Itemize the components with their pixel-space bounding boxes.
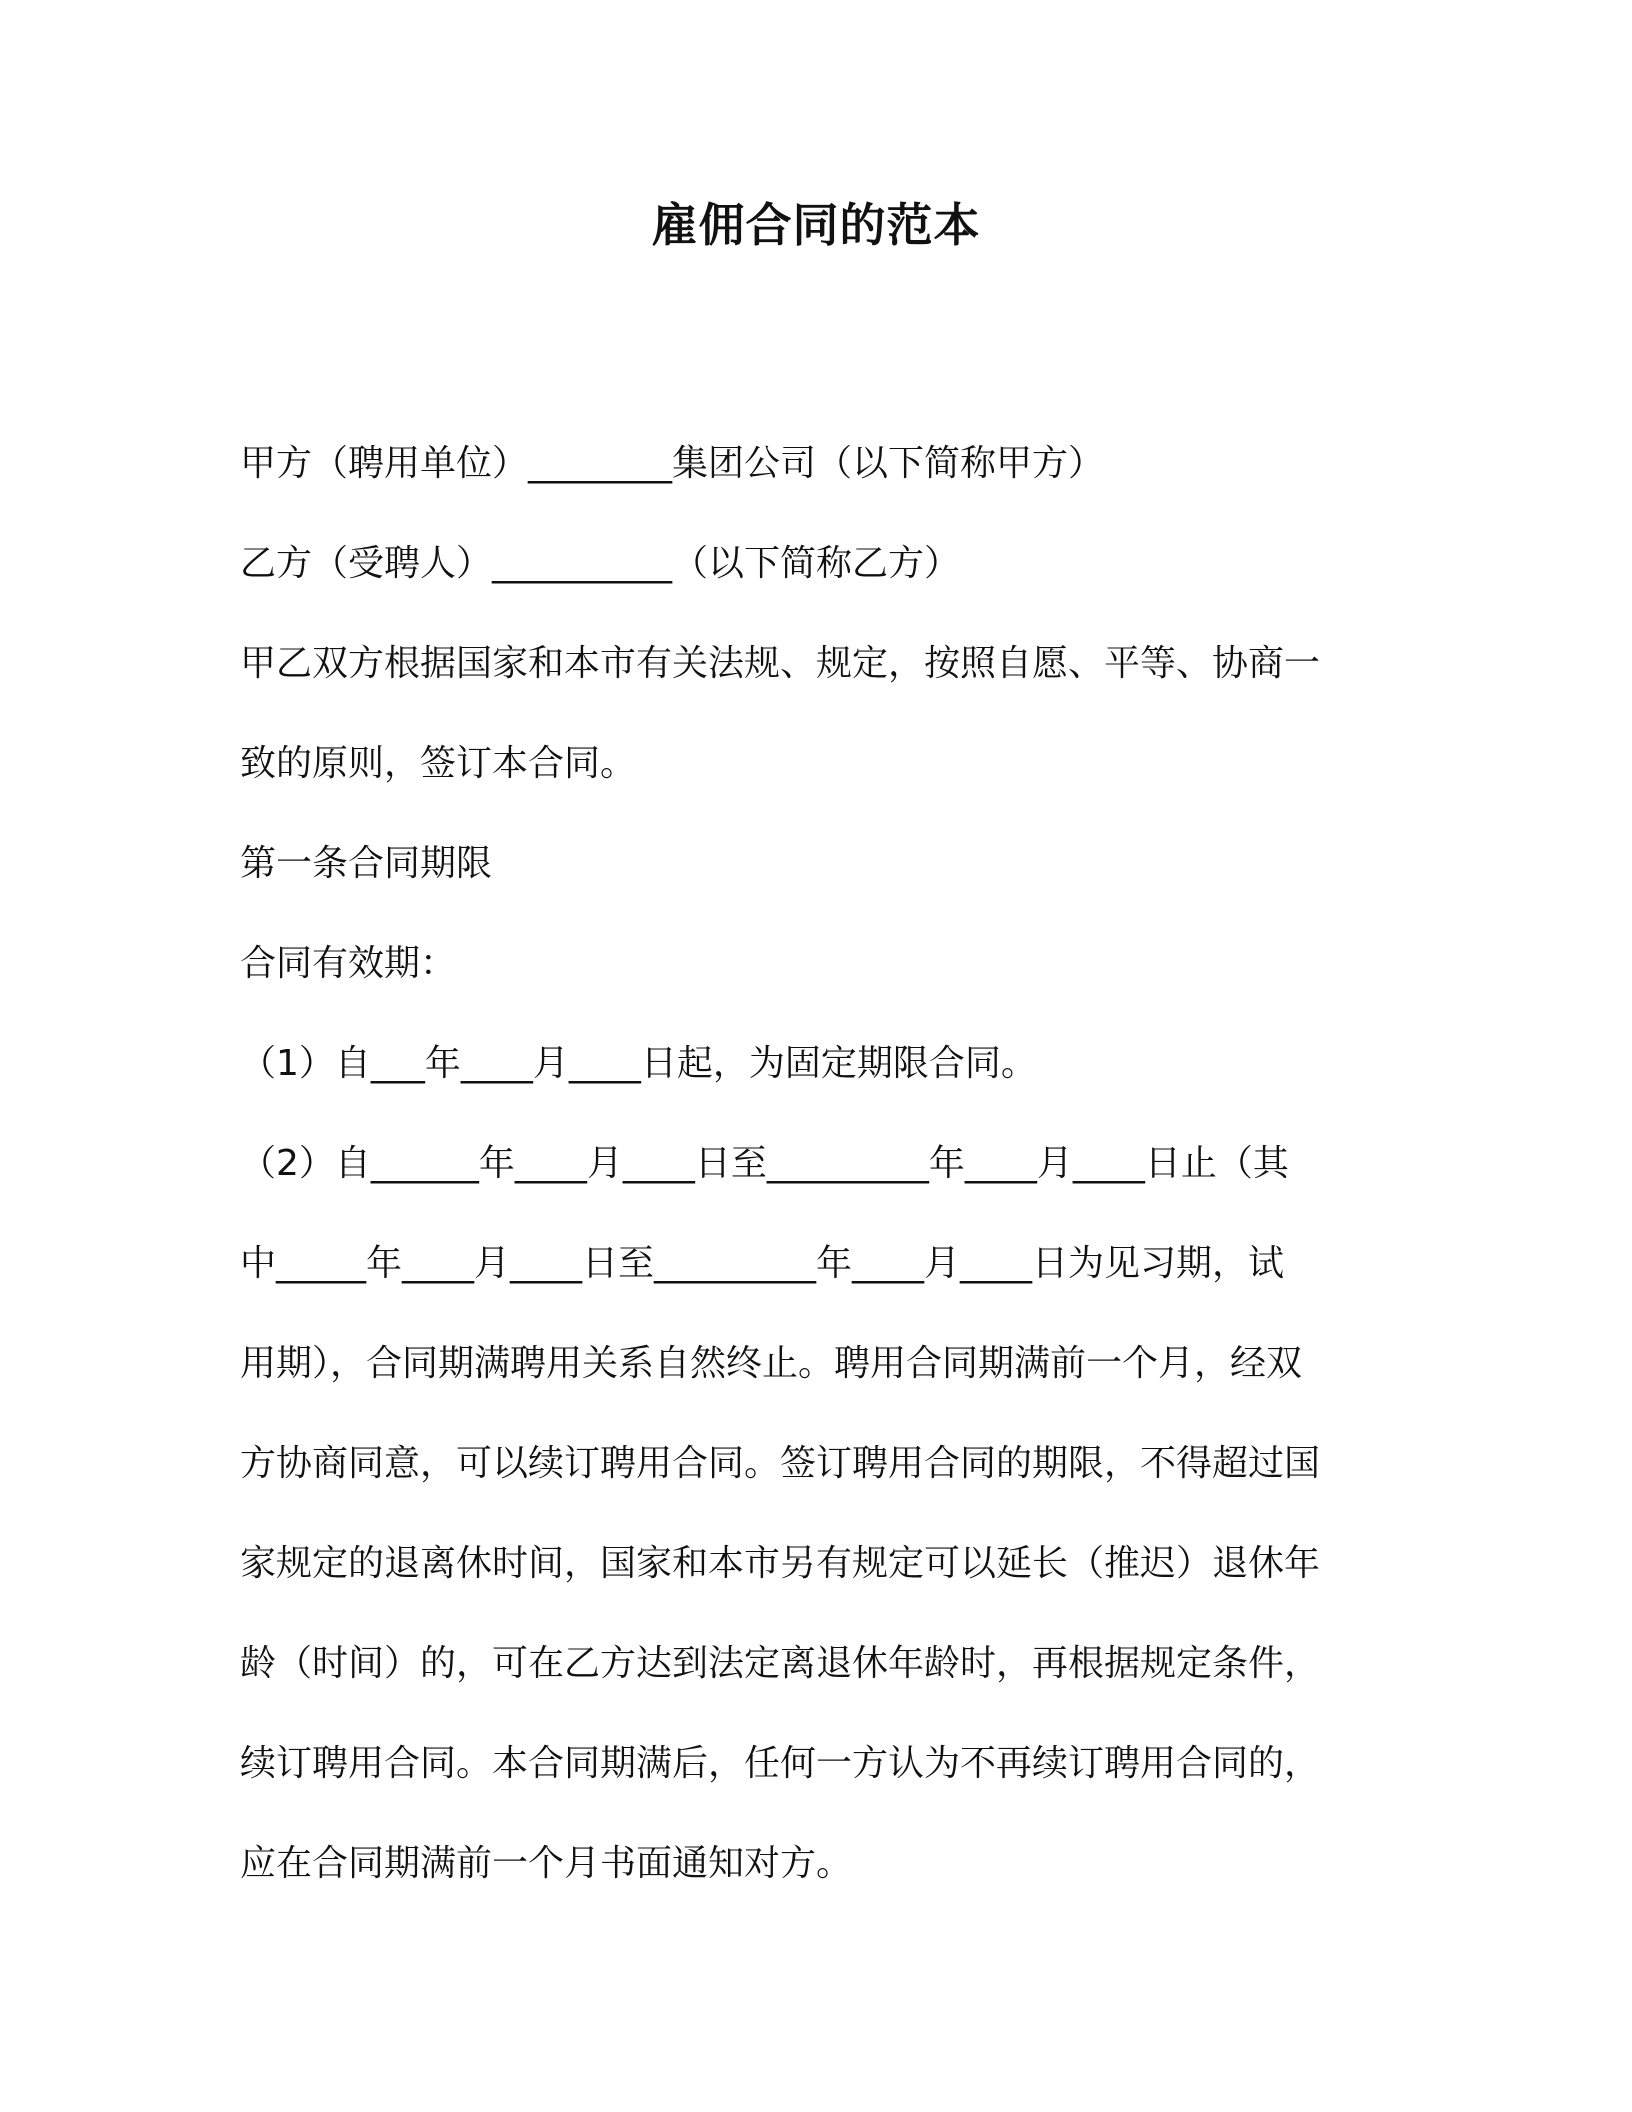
clause-1-line: （1）自___年____月____日起，为固定期限合同。 [240,1043,1037,1084]
clause-2-line-8: 应在合同期满前一个月书面通知对方。 [240,1843,853,1884]
clause-2-line-3: 用期），合同期满聘用关系自然终止。聘用合同期满前一个月，经双 [240,1343,1303,1384]
clause-2-line-7: 续订聘用合同。本合同期满后，任何一方认为不再续订聘用合同的， [240,1743,1321,1784]
article-1-heading: 第一条合同期限 [240,843,493,884]
validity-label: 合同有效期： [240,943,457,984]
party-b-line: 乙方（受聘人）__________（以下简称乙方） [240,543,961,584]
clause-2-line-6: 龄（时间）的，可在乙方达到法定离退休年龄时，再根据规定条件， [240,1643,1321,1684]
clause-2-line-1: （2）自______年____月____日至_________年____月____日止（其 [240,1143,1289,1184]
clause-2-line-5: 家规定的退离休时间，国家和本市另有规定可以延长（推迟）退休年 [240,1543,1321,1584]
party-a-line: 甲方（聘用单位）________集团公司（以下简称甲方） [240,443,1105,484]
preamble-line-2: 致的原则，签订本合同。 [240,743,637,784]
clause-2-line-2: 中_____年____月____日至_________年____月____日为见习期，试 [240,1243,1285,1284]
clause-2-line-4: 方协商同意，可以续订聘用合同。签订聘用合同的期限，不得超过国 [240,1443,1321,1484]
document-body [240,414,1380,1914]
document-title: 雇佣合同的范本 [651,198,981,252]
preamble-line-1: 甲乙双方根据国家和本市有关法规、规定，按照自愿、平等、协商一 [240,643,1321,684]
